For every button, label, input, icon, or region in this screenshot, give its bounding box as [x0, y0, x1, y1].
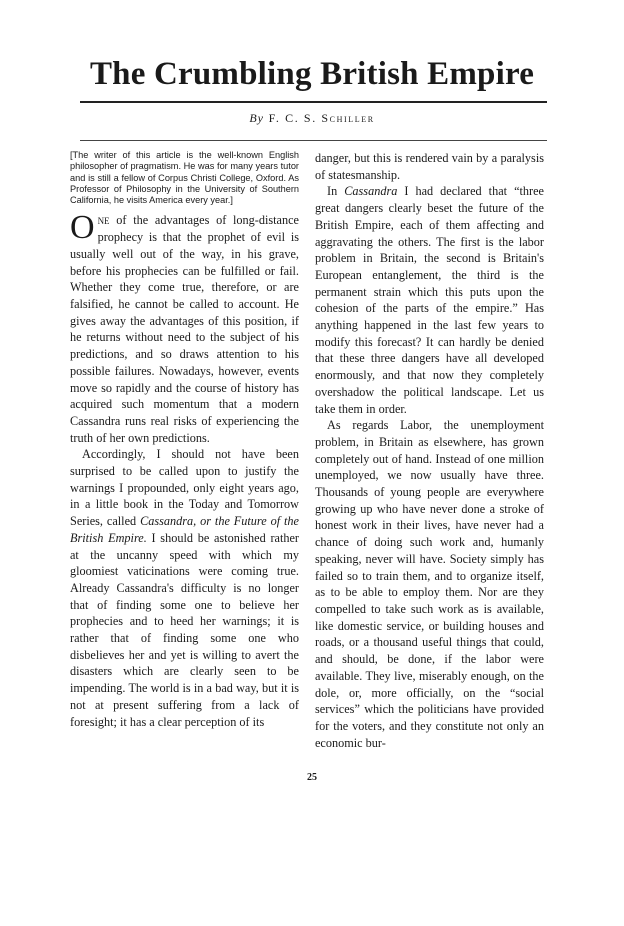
book-short-title: Cassandra	[344, 184, 398, 199]
left-column	[70, 150, 299, 730]
book-title: Cassandra, or the Future of the British Empire.	[70, 514, 299, 545]
paragraph-continued: danger, but this is rendered vain by a paralysis of statesmanship.	[315, 151, 544, 182]
byline-rule	[80, 140, 547, 141]
paragraph-3	[315, 183, 544, 417]
article-title: The Crumbling British Empire	[89, 56, 535, 92]
paragraph-1-text: of the advantages of long-distance prophecy is that the prophet of evil is usually well out of the way, in his grave, before his prophecies can be fulfilled or fail. Whether they come true, therefore, or are falsified, he cannot be called to account. He gives away the advantages of this position, if he returns without need to the subject of his predictions, and so draws attention to his possible failures. Nowadays, however, events move so rapidly and the course of history has acquired such momentum that a modern Cassandra runs real risks of experiencing the truth of her own predictions.	[70, 213, 299, 445]
paragraph-3-text-b: I had declared that “three great dangers clearly beset the future of the British Empire, each of them affecting and aggravating the others. The first is the labor problem in Britain, the second is Britain's European entanglement, the third is the permanent strain which this puts upon the cohesion of the parts of the empire.” Has anything happened in the last few years to modify this forecast? It can hardly be denied that these three dangers have all developed enormously, and that now they completely overshadow the political landscape. Let us take them in order.	[315, 184, 544, 416]
paragraph-1	[70, 209, 299, 446]
paragraph-2-text-a: Accordingly, I should not have been surprised to be called upon to justify the warnings I propounded, only eight years ago, in a little book in the Today and Tomorrow Series, called	[70, 447, 299, 529]
drop-cap-continuation: ne	[97, 213, 110, 228]
paragraph-2-text-b: I should be astonished rather at the uncanny speed with which my gloomiest vaticinations were coming true. Already Cassandra's difficulty is no longer that of finding some one to believe her prophecies and to heed her warnings; it is rather that of finding some one who disbelieves her and yet is willing to avert the disasters which are clearly seen to be impending. The world is in a bad way, but it is not at present suffering from a lack of foresight; it has a clear perception of its	[70, 530, 300, 729]
paragraph-2	[70, 446, 299, 730]
byline	[0, 111, 624, 126]
drop-cap: O	[70, 209, 95, 247]
title-rule	[80, 101, 547, 103]
byline-author: F. C. S. Schiller	[268, 111, 375, 125]
right-column	[315, 150, 544, 751]
page-number: 25	[307, 772, 317, 783]
paragraph-3-text-a: In	[327, 184, 345, 199]
paragraph-4: As regards Labor, the unemployment problem, in Britain as elsewhere, has grown completely out of hand. Instead of one million unemployed, we now usually have three. Thousands of young people are everywhere growing up who have never done a stroke of honest work in their lives, have never had a chance of doing such work and, humanly speaking, never will have. Society simply has failed so to train them, and to organize itself, as to be able to employ them. Nor are they compelled to take such work as is available, like domestic service, or building houses and roads, or a thousand useful things that could, and should, be done, if the labor were available. They live, miserably enough, on the dole, or, more officially, on the “social services” which the politicians have provided for the voters, and they constitute not only an economic bur-	[315, 418, 544, 750]
editor-note: [The writer of this article is the well-known English philosopher of pragmatism. He was for many years tutor and is still a fellow of Corpus Christi College, Oxford. As Professor of Philosophy in the University of Southern California, he visits America every year.]	[70, 150, 299, 206]
byline-by: By	[249, 111, 264, 125]
